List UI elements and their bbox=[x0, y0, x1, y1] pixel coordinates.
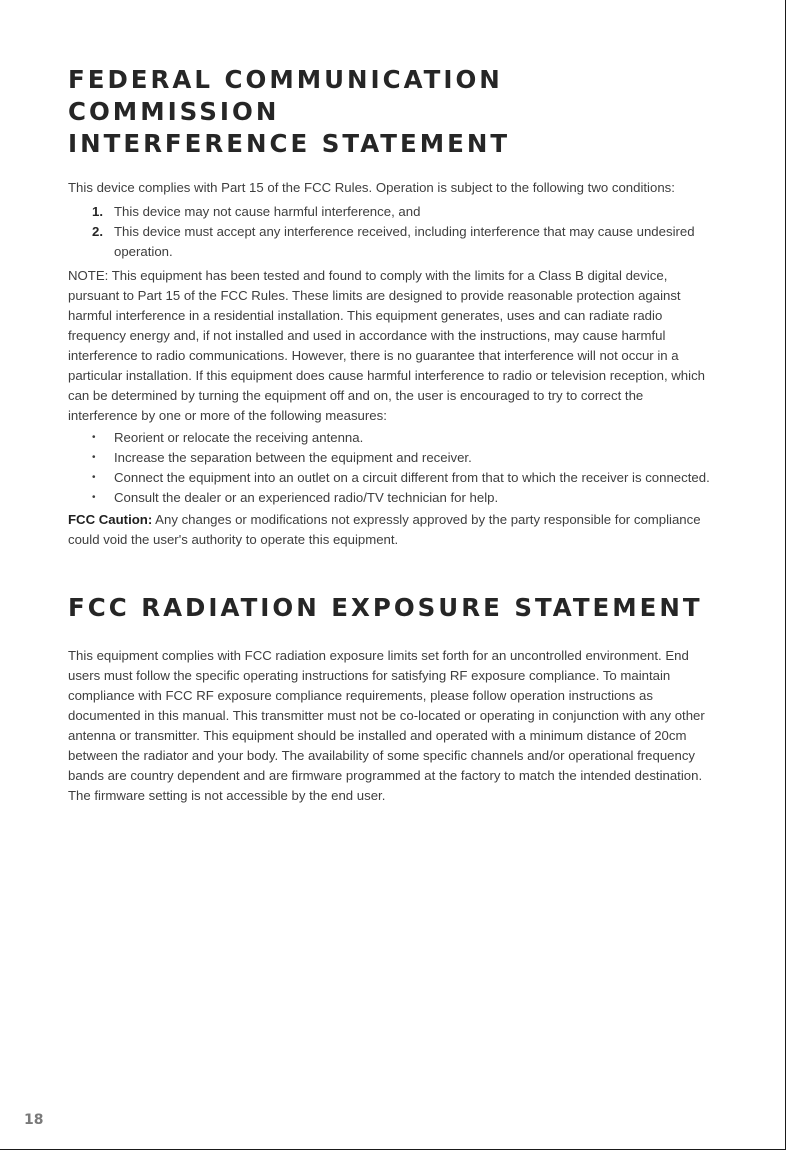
conditions-list bbox=[68, 202, 713, 262]
fcc-caution-label: FCC Caution: bbox=[68, 512, 153, 527]
page-number: 18 bbox=[24, 1112, 44, 1128]
fcc-caution-paragraph bbox=[68, 510, 713, 550]
measure-item bbox=[92, 468, 713, 488]
section-title-interference bbox=[68, 64, 713, 160]
measure-text: Increase the separation between the equipment and receiver. bbox=[114, 450, 472, 465]
measure-item bbox=[92, 448, 713, 468]
measure-text: Reorient or relocate the receiving antenna. bbox=[114, 430, 364, 445]
fcc-caution-text: Any changes or modifications not expressly approved by the party responsible for compliance could void the user's authority to operate this equipment. bbox=[68, 512, 701, 547]
condition-item bbox=[92, 222, 713, 262]
condition-item bbox=[92, 202, 713, 222]
bullet-icon: • bbox=[92, 452, 96, 463]
measure-text: Connect the equipment into an outlet on a circuit different from that to which the receiver is connected. bbox=[114, 470, 710, 485]
condition-number: 2. bbox=[92, 224, 103, 239]
condition-text: This device must accept any interference received, including interference that may cause undesired operation. bbox=[114, 224, 695, 259]
document-content bbox=[68, 64, 713, 806]
note-paragraph: NOTE: This equipment has been tested and found to comply with the limits for a Class B digital device, pursuant to Part 15 of the FCC Rules. These limits are designed to provide reasonable protection against harmful interference in a residential installation. This equipment generates, uses and can radiate radio frequency energy and, if not installed and used in accordance with the instructions, may cause harmful interference to radio communications. However, there is no guarantee that interference will not occur in a particular installation. If this equipment does cause harmful interference to radio or television reception, which can be determined by turning the equipment off and on, the user is encouraged to try to correct the interference by one or more of the following measures: bbox=[68, 268, 705, 423]
fcc-interference-section bbox=[68, 64, 713, 550]
title-line-1: FEDERAL COMMUNICATION COMMISSION bbox=[68, 65, 503, 126]
radiation-paragraph: This equipment complies with FCC radiation exposure limits set forth for an uncontrolled environment. End users must follow the specific operating instructions for satisfying RF exposure compliance. To maintain compliance with FCC RF exposure compliance requirements, please follow operation instructions as documented in this manual. This transmitter must not be co-located or operating in conjunction with any other antenna or transmitter. This equipment should be installed and operated with a minimum distance of 20cm between the radiator and your body. The availability of some specific channels and/or operational frequency bands are country dependent and are firmware programmed at the factory to match the intended destination. The firmware setting is not accessible by the end user. bbox=[68, 648, 705, 803]
bullet-icon: • bbox=[92, 432, 96, 443]
section-title-radiation: FCC RADIATION EXPOSURE STATEMENT bbox=[68, 593, 703, 622]
measure-item bbox=[92, 428, 713, 448]
fcc-radiation-section bbox=[68, 592, 713, 806]
title-line-2: INTERFERENCE STATEMENT bbox=[68, 129, 511, 158]
condition-number: 1. bbox=[92, 204, 103, 219]
measure-item bbox=[92, 488, 713, 508]
bullet-icon: • bbox=[92, 472, 96, 483]
measures-list bbox=[68, 428, 713, 508]
intro-paragraph: This device complies with Part 15 of the FCC Rules. Operation is subject to the following two conditions: bbox=[68, 180, 675, 195]
measure-text: Consult the dealer or an experienced radio/TV technician for help. bbox=[114, 490, 499, 505]
condition-text: This device may not cause harmful interference, and bbox=[114, 204, 421, 219]
bullet-icon: • bbox=[92, 492, 96, 503]
